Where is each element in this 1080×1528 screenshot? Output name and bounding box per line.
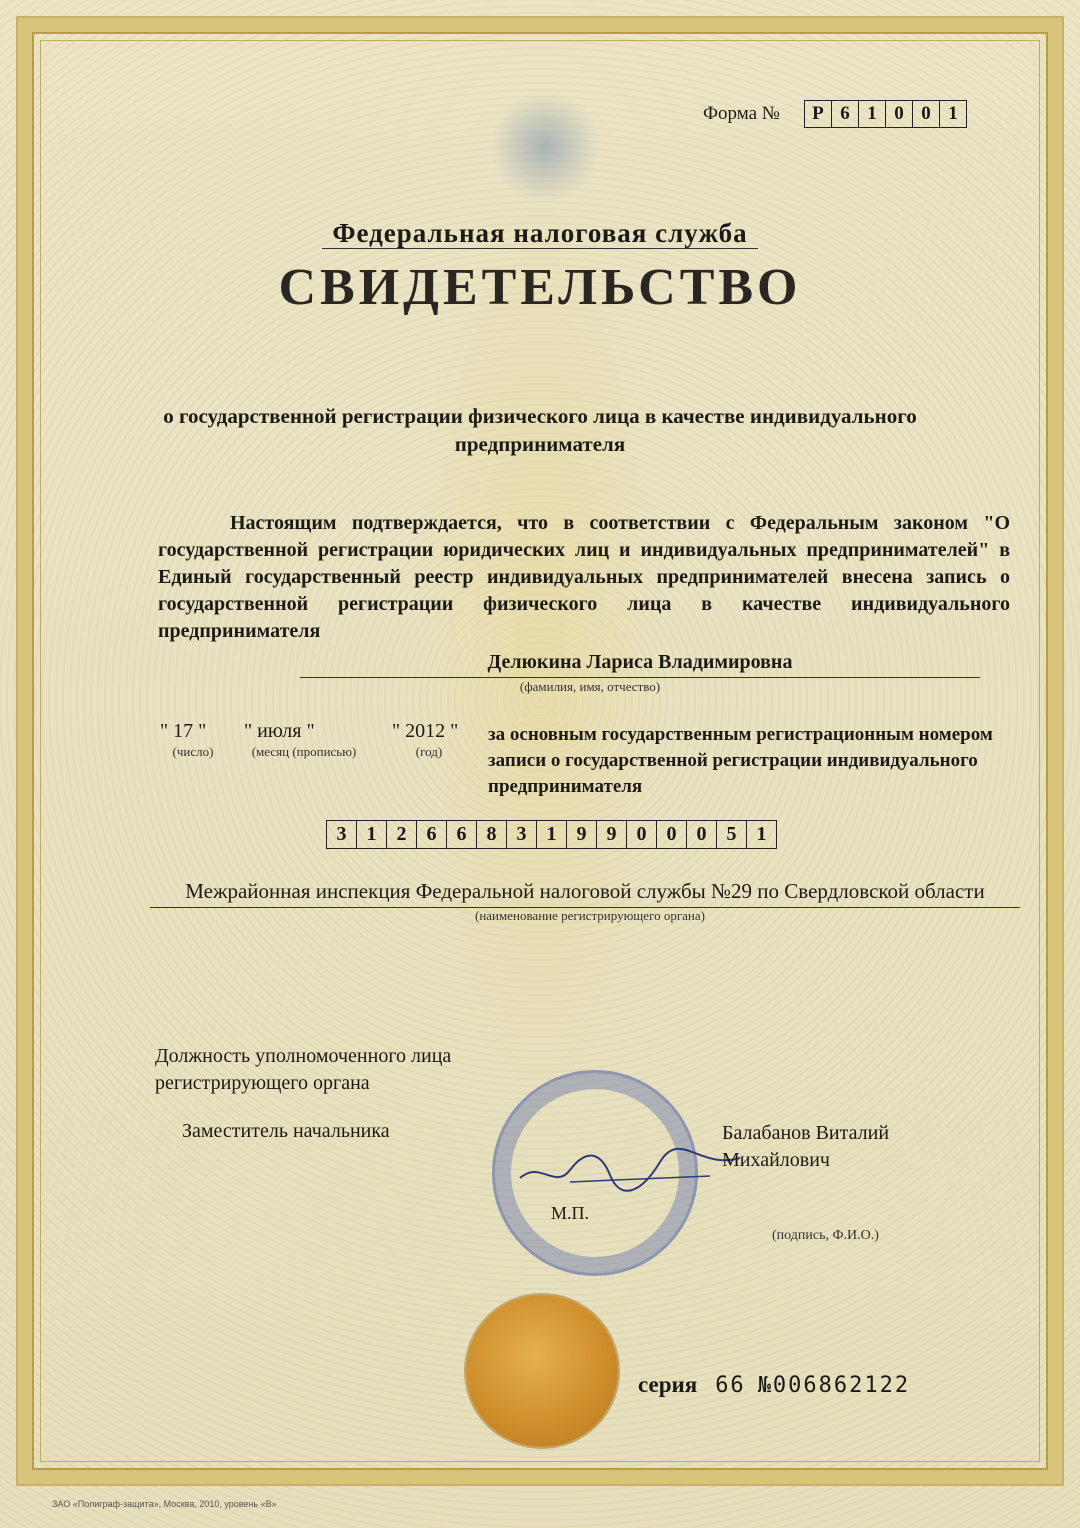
form-code-cell: 0 (912, 101, 939, 127)
ogrn-cell: 2 (386, 821, 416, 848)
document-title: СВИДЕТЕЛЬСТВО (278, 259, 802, 316)
signature-caption: (подпись, Ф.И.О.) (772, 1228, 879, 1243)
handwritten-signature (510, 1140, 750, 1200)
ogrn-cell: 8 (476, 821, 506, 848)
certification-text: Настоящим подтверждается, что в соответствии с Федеральным законом "О государственной регистрации юридических лиц и индивидуальных предпринимателей" в Единый государственный реестр индивидуальных предпринимателей внесена запись о государственной регистрации физического лица в качестве индивидуального предпринимателя (158, 512, 1010, 642)
ogrn-cell: 6 (446, 821, 476, 848)
date-day: " 17 " (160, 720, 207, 742)
date-month: " июля " (244, 720, 315, 742)
serial-no: №006862122 (757, 1373, 911, 1398)
registering-authority-caption: (наименование регистрирующего органа) (474, 908, 705, 923)
ogrn-cells (326, 820, 777, 849)
official-name (722, 1120, 889, 1174)
ogrn-cell: 3 (506, 821, 536, 848)
document-subtitle: о государственной регистрации физического лица в качестве индивидуального предпринимателя (163, 404, 917, 456)
ogrn-cell: 5 (716, 821, 746, 848)
date-year: " 2012 " (392, 720, 459, 742)
agency-name: Федеральная налоговая служба (322, 218, 757, 249)
form-label: Форма № (703, 103, 780, 124)
form-code-cell: Р (812, 103, 824, 124)
ogrn-cell: 0 (686, 821, 716, 848)
serial-number (638, 1372, 922, 1398)
month-caption: (месяц (прописью) (251, 744, 357, 759)
ogrn-cell: 1 (536, 821, 566, 848)
seal-place-label: М.П. (551, 1203, 590, 1223)
registering-authority: Межрайонная инспекция Федеральной налоговой службы №29 по Свердловской области (150, 879, 1020, 908)
official-position-label: Должность уполномоченного лица регистрирующего органа (155, 1045, 452, 1094)
ogrn-cell: 0 (626, 821, 656, 848)
ogrn-cell: 1 (746, 821, 776, 848)
ogrn-note: за основным государственным регистрационным номером записи о государственной регистрации индивидуального предпринимателя (488, 724, 993, 797)
person-name: Делюкина Лариса Владимировна (300, 651, 980, 678)
ogrn-cell: 0 (656, 821, 686, 848)
ogrn-cell: 9 (596, 821, 626, 848)
official-position: Заместитель начальника (182, 1120, 390, 1142)
ogrn-cell: 6 (416, 821, 446, 848)
year-caption: (год) (415, 744, 443, 759)
ogrn-cell: 9 (566, 821, 596, 848)
person-name-caption: (фамилия, имя, отчество) (519, 679, 661, 694)
printer-imprint: ЗАО «Полиграф-защита», Москва, 2010, уровень «В» (52, 1499, 277, 1509)
form-code-cell: 6 (831, 101, 858, 127)
form-code-cell: 1 (939, 101, 966, 127)
ogrn-cell: 3 (336, 823, 347, 845)
day-caption: (число) (172, 744, 214, 759)
official-name-line2: Михайлович (722, 1149, 830, 1171)
form-code-cells (804, 100, 967, 128)
serial-series: 66 (715, 1373, 746, 1398)
agency-heading (0, 218, 1080, 249)
form-number (703, 100, 967, 128)
state-emblem-hologram (490, 92, 600, 202)
official-name-line1: Балабанов Виталий (722, 1122, 890, 1144)
form-code-cell: 0 (885, 101, 912, 127)
gold-hologram-seal (466, 1295, 618, 1447)
ogrn-cell: 1 (356, 821, 386, 848)
form-code-cell: 1 (858, 101, 885, 127)
serial-label: серия (638, 1372, 698, 1397)
